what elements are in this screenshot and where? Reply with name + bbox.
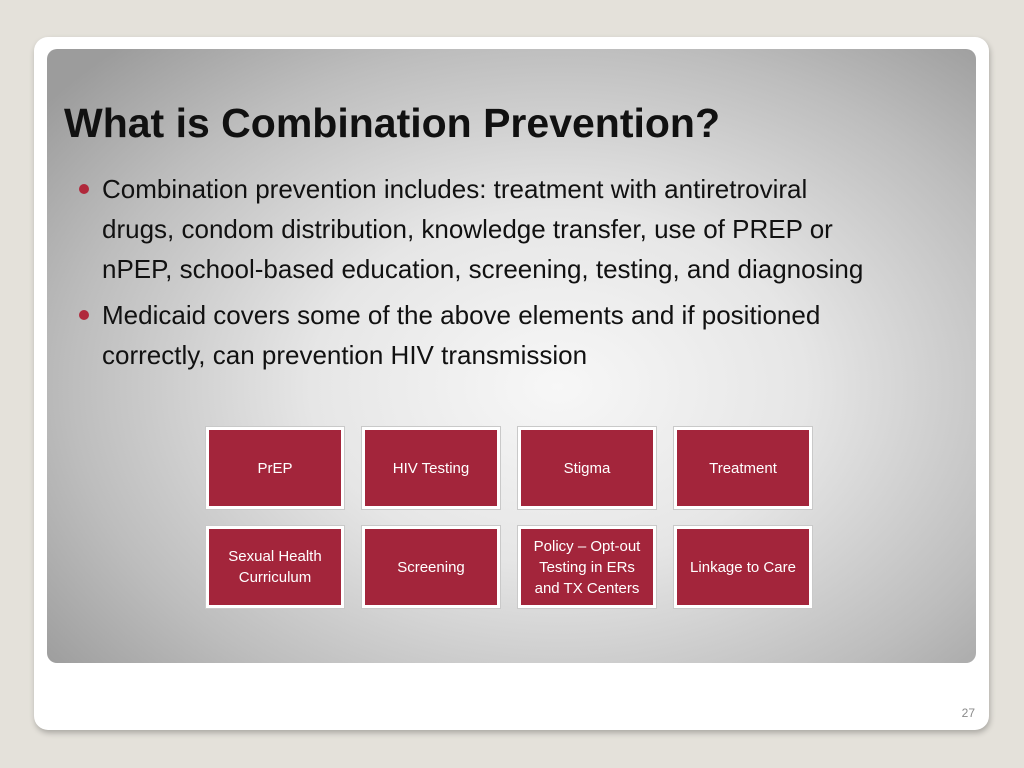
content-panel bbox=[47, 49, 976, 663]
bullet-dot-icon bbox=[79, 310, 89, 320]
bullet-item bbox=[79, 169, 879, 289]
bullet-item bbox=[79, 295, 879, 375]
slide-frame bbox=[34, 37, 989, 730]
bullet-dot-icon bbox=[79, 184, 89, 194]
bullet-text: Combination prevention includes: treatment with antiretroviral drugs, condom distribution, knowledge transfer, use of PREP or nPEP, school-based education, screening, testing, and diagnosing bbox=[102, 174, 864, 284]
bullet-text: Medicaid covers some of the above elements and if positioned correctly, can prevention HIV transmission bbox=[102, 300, 821, 370]
element-box-hiv-testing: HIV Testing bbox=[362, 427, 500, 509]
element-box-screening: Screening bbox=[362, 526, 500, 608]
element-box-prep: PrEP bbox=[206, 427, 344, 509]
slide-title: What is Combination Prevention? bbox=[64, 100, 721, 146]
prevention-elements-grid bbox=[206, 427, 820, 613]
element-box-linkage-to-care: Linkage to Care bbox=[674, 526, 812, 608]
bullet-list bbox=[79, 169, 879, 381]
element-box-stigma: Stigma bbox=[518, 427, 656, 509]
element-box-treatment: Treatment bbox=[674, 427, 812, 509]
page-number: 27 bbox=[961, 706, 975, 720]
element-box-policy-opt-out-testing: Policy – Opt-out Testing in ERs and TX Centers bbox=[518, 526, 656, 608]
element-box-sexual-health-curriculum: Sexual Health Curriculum bbox=[206, 526, 344, 608]
